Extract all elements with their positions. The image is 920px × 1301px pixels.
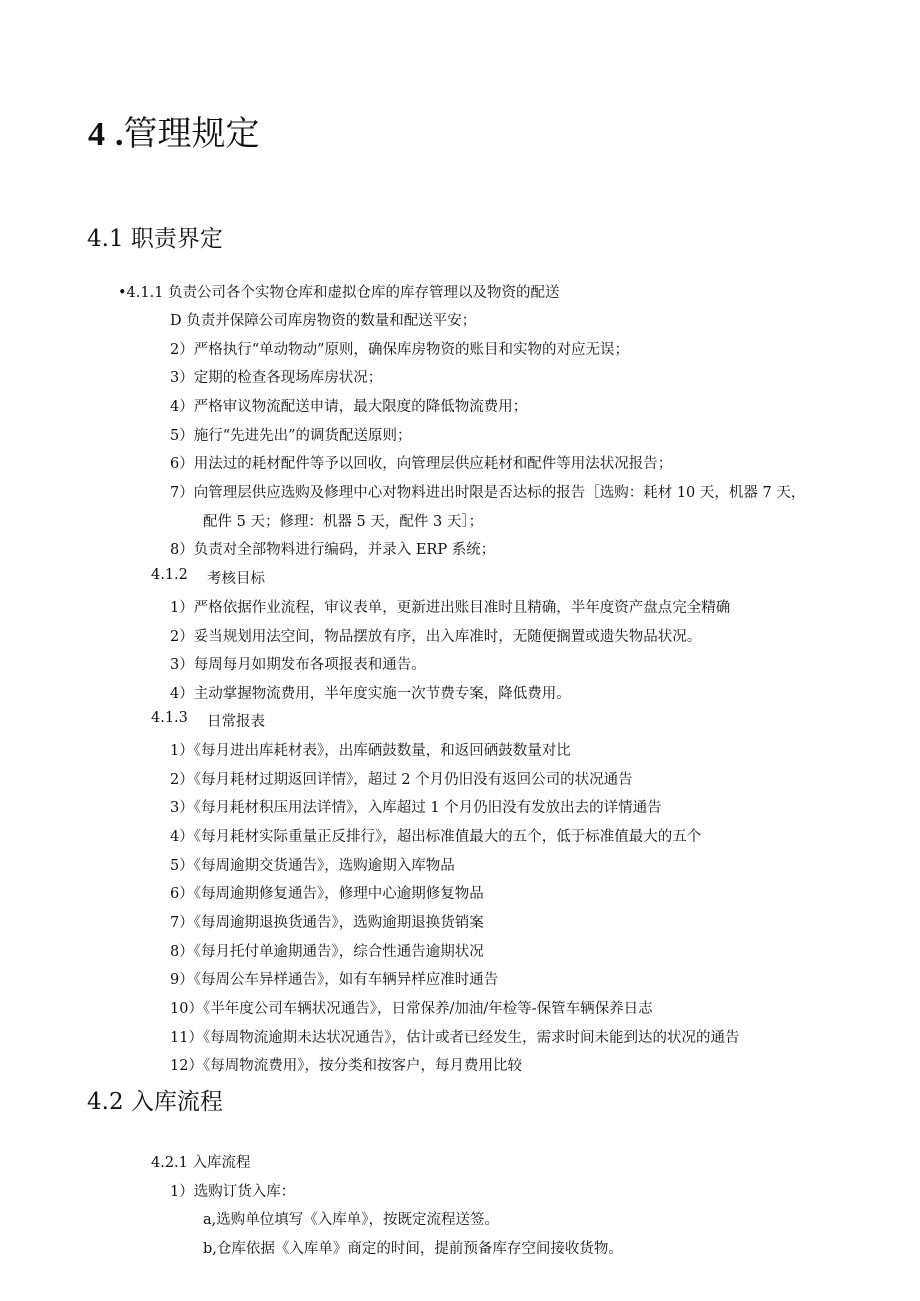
list-item: 8）负责对全部物料进行编码，并录入 ERP 系统； bbox=[170, 542, 496, 558]
list-item-continuation: 配件 5 天；修理：机器 5 天，配件 3 天］； bbox=[203, 514, 484, 530]
chapter-title: 管理规定 bbox=[123, 114, 260, 154]
list-item: 1）《每月进出库耗材表》，出库硒鼓数量，和返回硒鼓数量对比 bbox=[170, 743, 571, 759]
list-item: 4）《每月耗材实际重量正反排行》，超出标准值最大的五个，低于标准值最大的五个 bbox=[170, 829, 702, 845]
list-item: 12）《每周物流费用》，按分类和按客户，每月费用比较 bbox=[170, 1058, 522, 1074]
section-4-1-2-title: 考核目标 bbox=[207, 571, 265, 587]
chapter-dot: . bbox=[115, 116, 124, 153]
list-item: 4）主动掌握物流费用，半年度实施一次节费专案，降低费用。 bbox=[170, 686, 571, 702]
list-item: 3）《每月耗材积压用法详情》，入库超过 1 个月仍旧没有发放出去的详情通告 bbox=[170, 800, 662, 816]
section-4-2-heading: 4.2 入库流程 bbox=[87, 1089, 223, 1115]
sub-list-item: b,仓库依据《入库单》商定的时间，提前预备库存空间接收货物。 bbox=[203, 1241, 623, 1257]
list-item: 5）施行“先进先出”的调货配送原则； bbox=[170, 428, 412, 444]
list-item: 2）妥当规划用法空间，物品摆放有序，出入库准时，无随便搁置或遗失物品状况。 bbox=[170, 629, 702, 645]
list-item: 7）向管理层供应选购及修理中心对物料进出时限是否达标的报告［选购：耗材 10 天，机器 7 天， bbox=[170, 485, 806, 501]
list-item: 10）《半年度公司车辆状况通告》，日常保养/加油/年检等-保管车辆保养日志 bbox=[170, 1001, 653, 1017]
list-item: 1）选购订货入库： bbox=[170, 1184, 296, 1200]
section-4-1-1-title: •4.1.1 负责公司各个实物仓库和虚拟仓库的库存管理以及物资的配送 bbox=[118, 285, 560, 301]
list-item: 2）严格执行“单动物动”原则，确保库房物资的账目和实物的对应无误； bbox=[170, 342, 630, 358]
list-item: 2）《每月耗材过期返回详情》，超过 2 个月仍旧没有返回公司的状况通告 bbox=[170, 772, 633, 788]
list-item: 11）《每周物流逾期未达状况通告》，估计或者已经发生，需求时间未能到达的状况的通告 bbox=[170, 1030, 740, 1046]
list-item: 3）每周每月如期发布各项报表和通告。 bbox=[170, 657, 426, 673]
list-item: 8）《每月托付单逾期通告》，综合性通告逾期状况 bbox=[170, 944, 484, 960]
sub-list-item: a,选购单位填写《入库单》，按既定流程送签。 bbox=[203, 1212, 500, 1228]
list-item: 6）用法过的耗材配件等予以回收，向管理层供应耗材和配件等用法状况报告； bbox=[170, 456, 673, 472]
list-item: 9）《每周公车异样通告》，如有车辆异样应准时通告 bbox=[170, 972, 499, 988]
list-item: 5）《每周逾期交货通告》，选购逾期入库物品 bbox=[170, 858, 455, 874]
section-4-1-3-title: 日常报表 bbox=[207, 714, 265, 730]
list-item: D 负责并保障公司库房物资的数量和配送平安； bbox=[170, 313, 477, 329]
list-item: 4）严格审议物流配送申请，最大限度的降低物流费用； bbox=[170, 399, 528, 415]
section-4-1-3-number: 4.1.3 bbox=[151, 710, 188, 726]
section-4-1-heading: 4.1 职责界定 bbox=[87, 226, 223, 252]
list-item: 7）《每周逾期退换货通告》，选购逾期退换货销案 bbox=[170, 915, 484, 931]
section-4-1-2-number: 4.1.2 bbox=[151, 567, 188, 583]
list-item: 6）《每周逾期修复通告》，修理中心逾期修复物品 bbox=[170, 886, 484, 902]
list-item: 1）严格依据作业流程，审议表单，更新进出账目准时且精确，半年度资产盘点完全精确 bbox=[170, 600, 731, 616]
chapter-number: 4 bbox=[88, 116, 105, 153]
chapter-heading bbox=[88, 106, 260, 155]
section-4-2-1-title: 4.2.1 入库流程 bbox=[151, 1155, 251, 1171]
list-item: 3）定期的检查各现场库房状况； bbox=[170, 370, 383, 386]
